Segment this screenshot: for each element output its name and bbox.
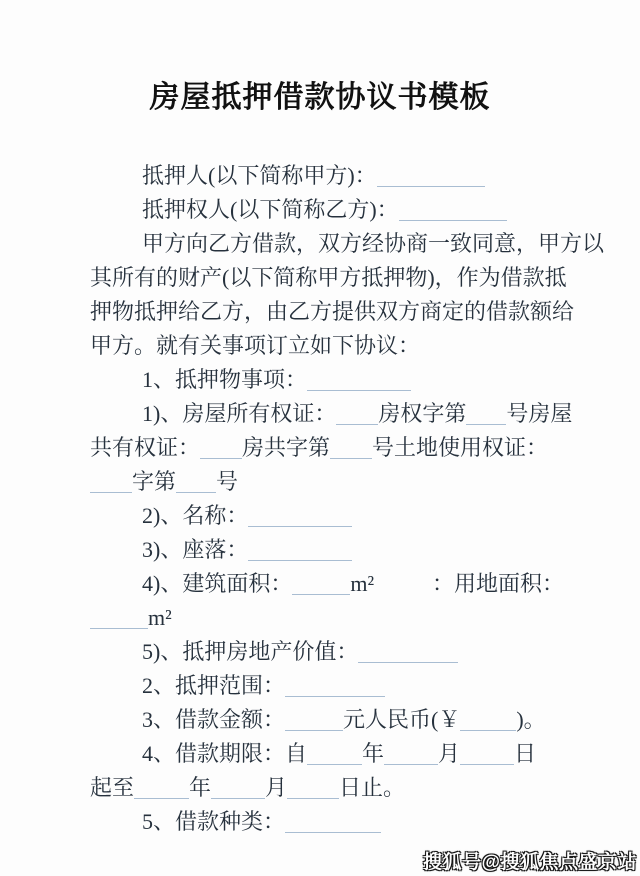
document-line (90, 669, 610, 703)
fill-in-blank (200, 442, 242, 459)
line-text: 号房屋 (506, 401, 573, 426)
fill-in-blank (285, 714, 343, 731)
line-text: 号土地使用权证： (372, 435, 549, 460)
document-line (90, 159, 610, 193)
line-text: 5、借款种类： (142, 809, 286, 834)
spacer (374, 590, 432, 591)
fill-in-blank (285, 680, 385, 697)
fill-in-blank (211, 782, 265, 799)
line-text: 抵押权人(以下简称乙方)： (142, 197, 399, 222)
fill-in-blank (248, 544, 352, 561)
line-text: 4、借款期限：自 (142, 741, 308, 766)
line-text: m² (350, 571, 375, 596)
document-line (90, 329, 610, 363)
line-text: 其所有的财产(以下简称甲方抵押物)，作为借款抵 (90, 265, 567, 290)
document-line (90, 805, 610, 839)
fill-in-blank (285, 816, 381, 833)
line-text: 元人民币(￥ (343, 707, 461, 732)
document-line (90, 703, 610, 737)
fill-in-blank (460, 748, 514, 765)
line-text: 日止。 (339, 775, 406, 800)
line-text: 起至 (90, 775, 135, 800)
document-line (90, 431, 610, 465)
fill-in-blank (466, 408, 506, 425)
fill-in-blank (292, 578, 350, 595)
line-text: 3、借款金额： (142, 707, 286, 732)
line-text: 日 (514, 741, 537, 766)
document-title: 房屋抵押借款协议书模板 (149, 81, 491, 114)
line-text: m² (148, 605, 172, 630)
document-line (90, 771, 610, 805)
line-text: 号 (216, 469, 239, 494)
document-line (90, 533, 610, 567)
line-text: 房权字第 (378, 401, 467, 426)
line-text: 押物抵押给乙方，由乙方提供双方商定的借款额给 (90, 299, 575, 324)
line-text: 5)、抵押房地产价值： (142, 639, 359, 664)
line-text: 4)、建筑面积： (142, 571, 293, 596)
fill-in-blank (460, 714, 516, 731)
fill-in-blank (176, 476, 216, 493)
line-text: 3)、座落： (142, 537, 249, 562)
document-line (90, 737, 610, 771)
line-text: 甲方向乙方借款，双方经协商一致同意，甲方以 (142, 231, 605, 256)
document-body (0, 159, 640, 839)
line-text: 抵押人(以下简称甲方)： (142, 163, 377, 188)
document-line (90, 363, 610, 397)
document-line (90, 465, 610, 499)
line-text: 年 (189, 775, 212, 800)
fill-in-blank (358, 646, 458, 663)
fill-in-blank (307, 748, 362, 765)
document-line (90, 295, 610, 329)
line-text: 2、抵押范围： (142, 673, 286, 698)
fill-in-blank (384, 748, 438, 765)
line-text: 1、抵押物事项： (142, 367, 308, 392)
fill-in-blank (399, 204, 507, 221)
line-text: 共有权证： (90, 435, 201, 460)
fill-in-blank (90, 476, 132, 493)
line-text: ：用地面积： (432, 571, 565, 596)
document-line (90, 601, 610, 635)
line-text: 1)、房屋所有权证： (142, 401, 337, 426)
fill-in-blank (134, 782, 189, 799)
document-line (90, 567, 610, 601)
fill-in-blank (377, 170, 485, 187)
line-text: 月 (265, 775, 288, 800)
fill-in-blank (248, 510, 352, 527)
fill-in-blank (307, 374, 411, 391)
document-line (90, 635, 610, 669)
document-line (90, 261, 610, 295)
line-text: 年 (362, 741, 385, 766)
line-text: 甲方。就有关事项订立如下协议： (90, 333, 421, 358)
fill-in-blank (330, 442, 372, 459)
line-text: 2)、名称： (142, 503, 249, 528)
line-text: 月 (438, 741, 461, 766)
document-line (90, 193, 610, 227)
document-line (90, 499, 610, 533)
document-line (90, 227, 610, 261)
fill-in-blank (90, 612, 148, 629)
line-text: 字第 (132, 469, 177, 494)
sohu-watermark: 搜狐号@搜狐焦点盛京站 (422, 852, 637, 873)
document-line (90, 397, 610, 431)
fill-in-blank (287, 782, 339, 799)
line-text: 房共字第 (242, 435, 331, 460)
line-text: )。 (516, 707, 546, 732)
fill-in-blank (336, 408, 378, 425)
